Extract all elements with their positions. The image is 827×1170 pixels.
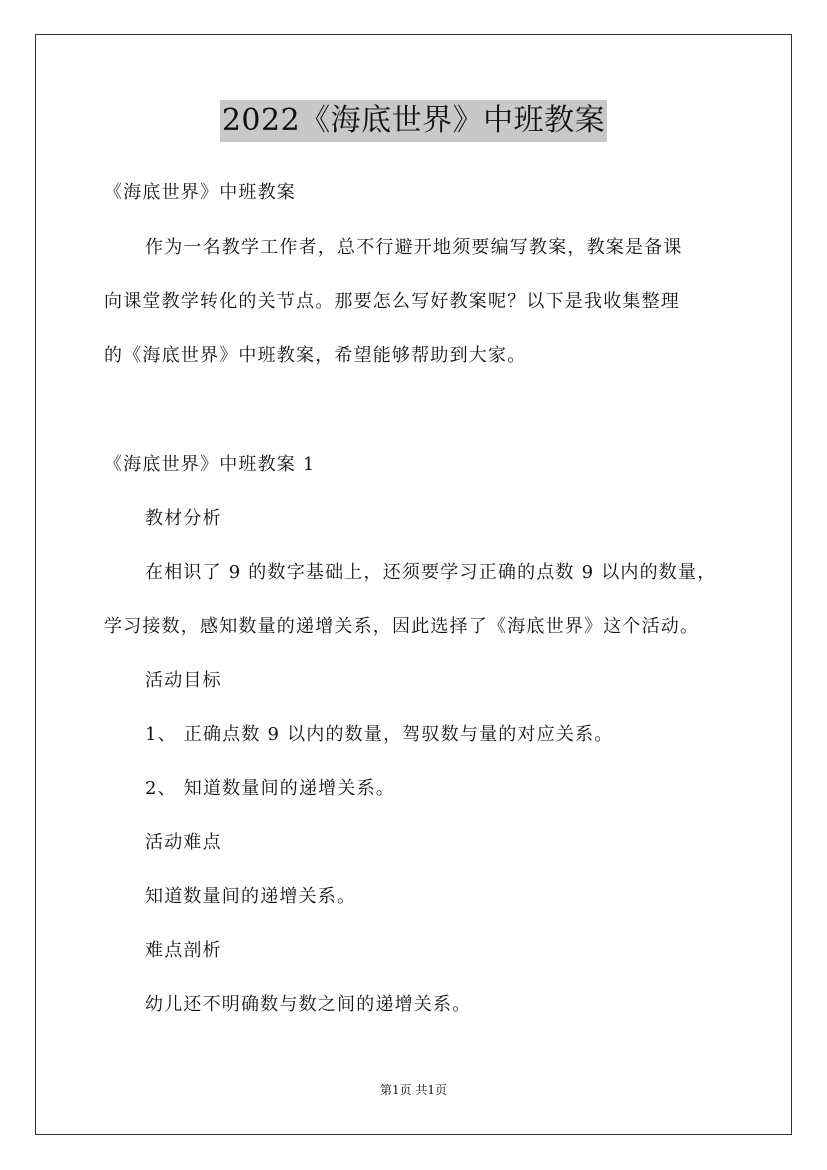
paragraph-line: 在相识了 9 的数字基础上，还须要学习正确的点数 9 以内的数量， (145, 562, 717, 583)
title-container (0, 100, 827, 142)
document-title: 2022《海底世界》中班教案 (220, 100, 607, 142)
subheading-activity-difficulty: 活动难点 (145, 832, 222, 853)
section-heading: 《海底世界》中班教案 (104, 182, 296, 203)
goal-item: 2、 知道数量间的递增关系。 (145, 778, 395, 799)
subheading-activity-goals: 活动目标 (145, 670, 222, 691)
subheading-difficulty-analysis: 难点剖析 (145, 940, 222, 961)
goal-item: 1、 正确点数 9 以内的数量，驾驭数与量的对应关系。 (145, 724, 614, 745)
paragraph-line: 知道数量间的递增关系。 (145, 886, 357, 907)
intro-paragraph-line: 向课堂教学转化的关节点。那要怎么写好教案呢？以下是我收集整理 (104, 291, 680, 312)
intro-paragraph-line: 的《海底世界》中班教案，希望能够帮助到大家。 (104, 345, 527, 366)
paragraph-line: 学习接数，感知数量的递增关系，因此选择了《海底世界》这个活动。 (104, 616, 700, 637)
page-footer: 第1页 共1页 (379, 1083, 448, 1097)
intro-paragraph-line: 作为一名教学工作者，总不行避开地须要编写教案，教案是备课 (145, 237, 683, 258)
lesson-heading: 《海底世界》中班教案 1 (104, 454, 316, 475)
subheading-material-analysis: 教材分析 (145, 508, 222, 529)
paragraph-line: 幼儿还不明确数与数之间的递增关系。 (145, 994, 472, 1015)
